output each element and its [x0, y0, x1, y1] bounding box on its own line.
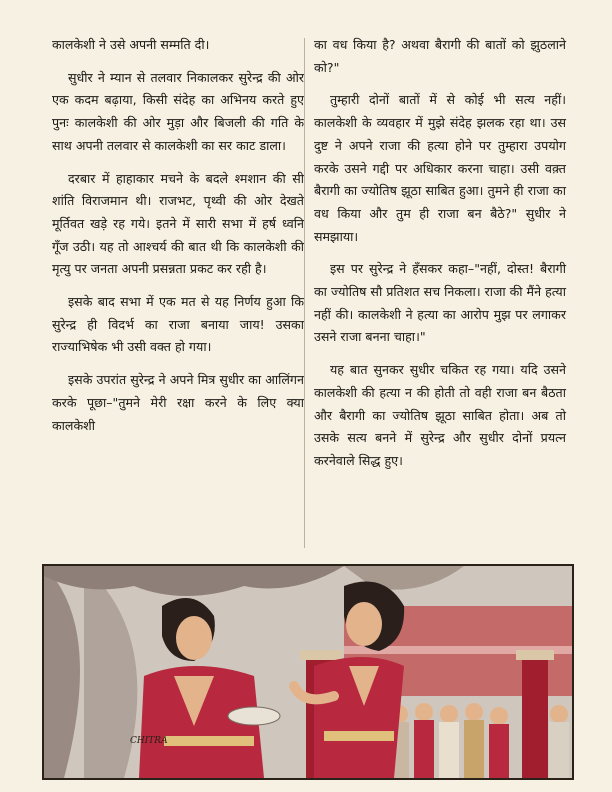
pillar — [522, 654, 548, 778]
text-column-left — [52, 34, 304, 447]
paragraph: सुधीर ने म्यान से तलवार निकालकर सुरेन्द्र की ओर एक कदम बढ़ाया, किसी संदेह का अभिनय करते हुए पुनः कालकेशी की ओर मुड़ा और बिजली की गति के साथ अपनी तलवार से कालकेशी का सर काट डाला। — [52, 69, 304, 153]
pillar-capital — [300, 650, 342, 660]
story-illustration — [42, 564, 574, 780]
column-divider — [304, 38, 305, 548]
paragraph: तुम्हारी दोनों बातों में से कोई भी सत्य नहीं। कालकेशी के व्यवहार में मुझे संदेह झलक रहा था। उस दुष्ट ने अपने राजा की हत्या होने पर तुम्हारा उपयोग करके उसने गद्दी पर अधिकार करना चाहा। उसी वक़्त बैरागी का ज्योतिष झूठा साबित हुआ। तुमने ही राजा का वध किया और तुम ही राजा बन बैठे?" सुधीर ने समझाया। — [314, 92, 566, 244]
illustration-art — [44, 566, 572, 778]
pillar-capital — [516, 650, 554, 660]
paragraph: इसके बाद सभा में एक मत से यह निर्णय हुआ कि सुरेन्द्र ही विदर्भ का राजा बनाया जाय! उसका राज्याभिषेक भी उसी वक्त हो गया। — [52, 294, 304, 355]
paragraph: इस पर सुरेन्द्र ने हँसकर कहा–"नहीं, दोस्त! बैरागी का ज्योतिष सौ प्रतिशत सच निकला। राजा की मैंने हत्या नहीं की। कालकेशी ने हत्या का आरोप मुझ पर लगाकर उसने राजा बनना चाहा।" — [314, 261, 566, 345]
paragraph: यह बात सुनकर सुधीर चकित रह गया। यदि उसने कालकेशी की हत्या न की होती तो वही राजा बन बैठता और बैरागी का ज्योतिष झूठा साबित होता। अब तो उसके सत्य बनने में सुरेन्द्र और सुधीर दोनों प्रयत्न करनेवाले सिद्ध हुए। — [314, 362, 566, 468]
paragraph: इसके उपरांत सुरेन्द्र ने अपने मित्र सुधीर का आलिंगन करके पूछा–"तुमने मेरी रक्षा करने के लिए क्या कालकेशी — [52, 372, 304, 433]
paragraph: का वध किया है? अथवा बैरागी की बातों को झुठलाने को?" — [314, 37, 566, 75]
paragraph: कालकेशी ने उसे अपनी सम्मति दी। — [52, 37, 210, 52]
text-column-right — [314, 34, 566, 483]
paragraph: दरबार में हाहाकार मचने के बदले श्मशान की सी शांति विराजमान थी। राजभट, पृथ्वी की ओर देखते मूर्तिवत खड़े रह गये। इतने में सारी सभा में हर्ष ध्वनि गूँज उठी। यह तो आश्चर्य की बात थी कि कालकेशी की मृत्यु पर जनता अपनी प्रसन्नता प्रकट कर रही है। — [52, 170, 304, 277]
artist-signature: CHITRA — [130, 736, 168, 746]
